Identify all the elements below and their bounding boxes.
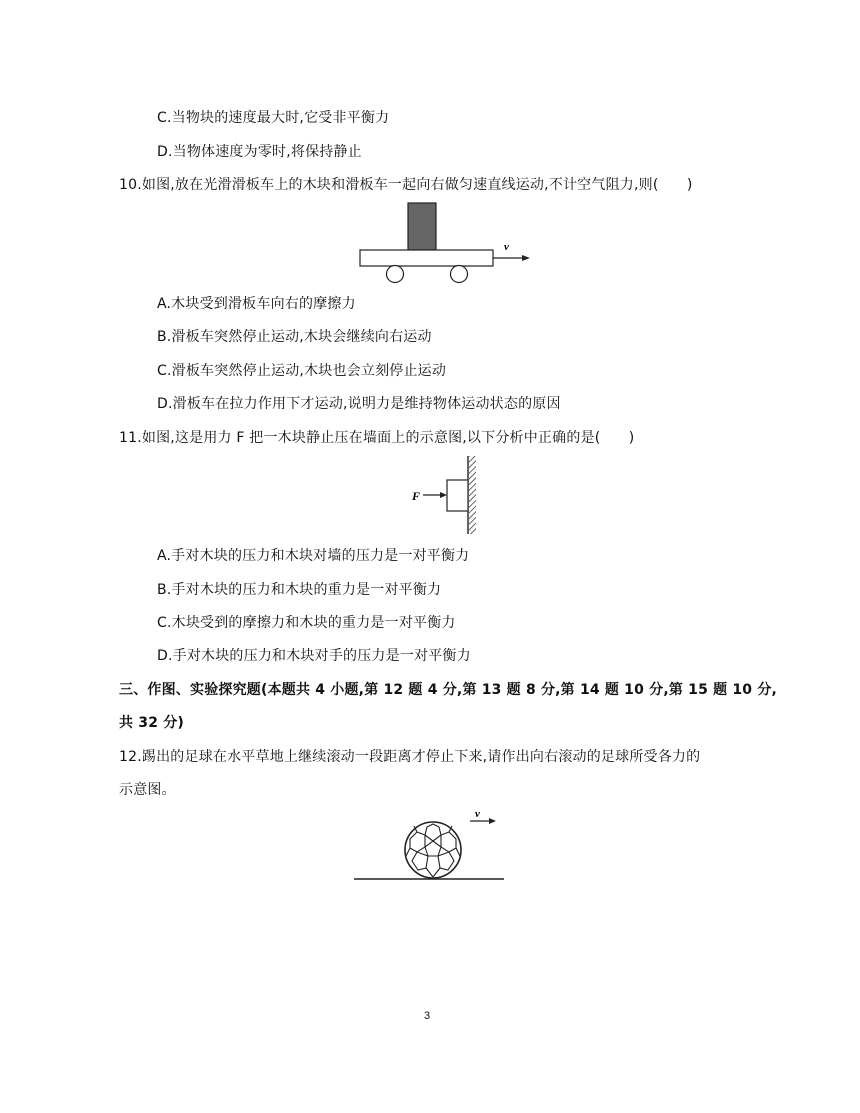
wood-block [447,480,468,511]
q10-option-b: B.滑板车突然停止运动,木块会继续向右运动 [157,329,432,345]
q12-stem-line1: 12.踢出的足球在水平草地上继续滚动一段距离才停止下来,请作出向右滚动的足球所受各力的 [119,749,701,765]
velocity-label: v [475,808,480,820]
q12-football-figure [350,808,510,884]
section3-heading-line2: 共 32 分) [119,715,185,731]
q10-option-c: C.滑板车突然停止运动,木块也会立刻停止运动 [157,363,447,379]
q9-option-d: D.当物体速度为零时,将保持静止 [157,144,362,160]
q10-option-a: A.木块受到滑板车向右的摩擦力 [157,296,356,312]
velocity-label: v [504,241,509,253]
velocity-arrow-head [489,818,496,824]
section3-heading-line1: 三、作图、实验探究题(本题共 4 小题,第 12 题 4 分,第 13 题 8 分,第 14 题 10 分,第 15 题 10 分, [119,682,778,698]
football-icon [405,822,461,878]
page-number: 3 [424,1010,431,1022]
skateboard-deck [360,250,493,266]
force-arrow-head [440,492,447,498]
wood-block [408,203,436,250]
q11-option-b: B.手对木块的压力和木块的重力是一对平衡力 [157,582,442,598]
q10-stem: 10.如图,放在光滑滑板车上的木块和滑板车一起向右做匀速直线运动,不计空气阻力,则( ) [119,177,693,193]
q10-option-d: D.滑板车在拉力作用下才运动,说明力是维持物体运动状态的原因 [157,396,561,412]
force-label: F [412,489,421,503]
skateboard-wheel-left [387,266,404,283]
q9-option-c: C.当物块的速度最大时,它受非平衡力 [157,110,390,126]
q11-wall-figure [405,452,485,538]
q11-option-d: D.手对木块的压力和木块对手的压力是一对平衡力 [157,648,471,664]
q12-stem-line2: 示意图。 [119,782,176,798]
q11-option-a: A.手对木块的压力和木块对墙的压力是一对平衡力 [157,548,470,564]
q11-option-c: C.木块受到的摩擦力和木块的重力是一对平衡力 [157,615,456,631]
q10-skateboard-figure [352,198,537,286]
wall-hatching [469,456,476,534]
velocity-arrow-head [522,255,530,261]
skateboard-wheel-right [451,266,468,283]
q11-stem: 11.如图,这是用力 F 把一木块静止压在墙面上的示意图,以下分析中正确的是( ) [119,430,635,446]
